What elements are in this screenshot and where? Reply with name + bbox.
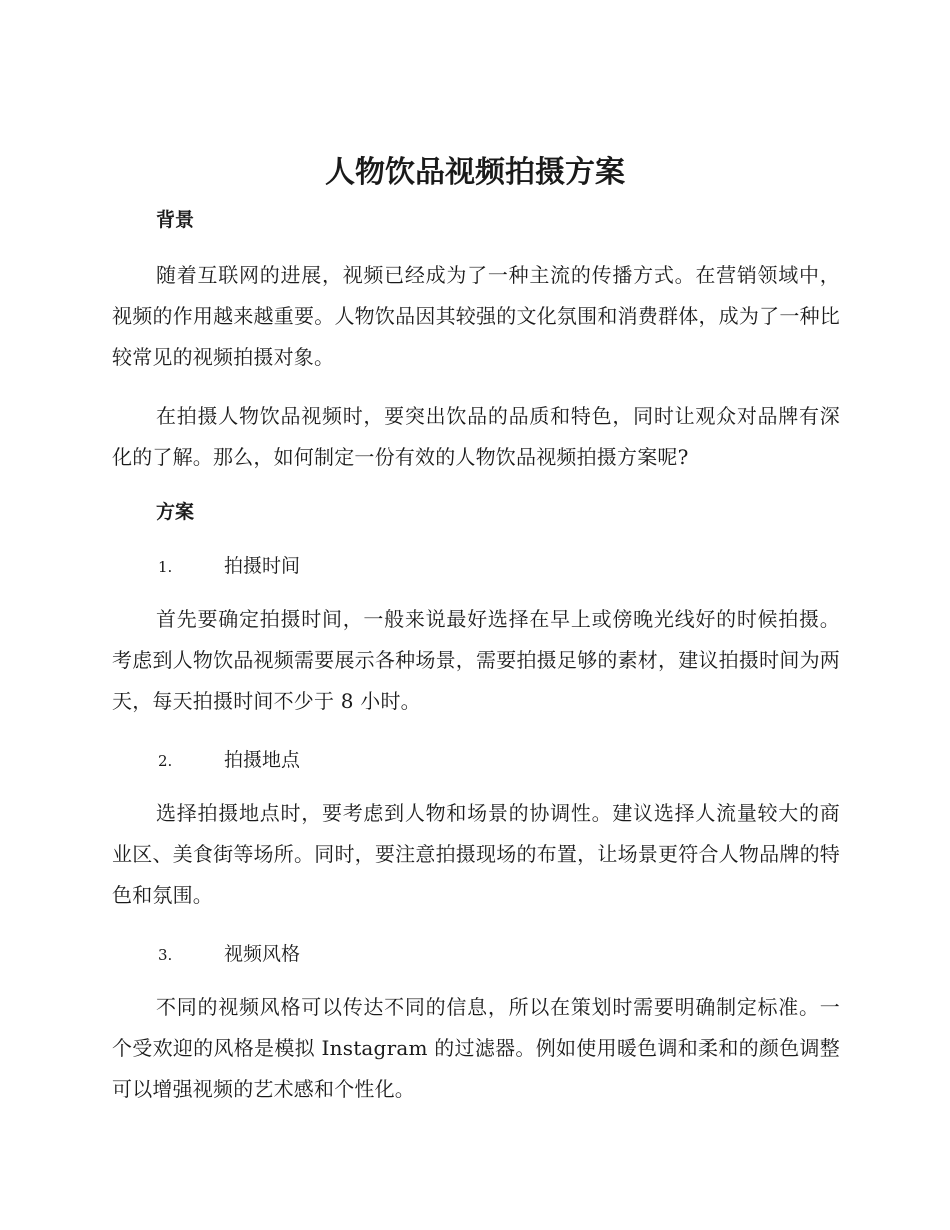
plan-item-number: 3. <box>158 946 173 964</box>
plan-item-body-1: 首先要确定拍摄时间，一般来说最好选择在早上或傍晚光线好的时候拍摄。考虑到人物饮品视频需要展示各种场景，需要拍摄足够的素材，建议拍摄时间为两天，每天拍摄时间不少于 8 小时。 <box>112 607 840 713</box>
plan-item-title: 拍摄时间 <box>224 555 301 577</box>
background-paragraph-1: 随着互联网的进展，视频已经成为了一种主流的传播方式。在营销领域中，视频的作用越来越重要。人物饮品因其较强的文化氛围和消费群体，成为了一种比较常见的视频拍摄对象。 <box>112 263 840 369</box>
plan-item-heading-1 <box>158 553 300 580</box>
plan-item-body-3: 不同的视频风格可以传达不同的信息，所以在策划时需要明确制定标准。一个受欢迎的风格是模拟 Instagram 的过滤器。例如使用暖色调和柔和的颜色调整可以增强视频的艺术感和个性化。 <box>112 995 840 1101</box>
plan-item-number: 1. <box>158 558 173 576</box>
plan-item-heading-2 <box>158 747 300 774</box>
background-heading: 背景 <box>156 209 195 231</box>
plan-item-title: 拍摄地点 <box>224 749 301 771</box>
plan-heading: 方案 <box>156 501 195 523</box>
plan-item-body-2: 选择拍摄地点时，要考虑到人物和场景的协调性。建议选择人流量较大的商业区、美食街等场所。同时，要注意拍摄现场的布置，让场景更符合人物品牌的特色和氛围。 <box>112 801 840 907</box>
document-title: 人物饮品视频拍摄方案 <box>325 155 625 190</box>
plan-item-title: 视频风格 <box>224 943 301 965</box>
background-paragraph-2: 在拍摄人物饮品视频时，要突出饮品的品质和特色，同时让观众对品牌有深化的了解。那么，如何制定一份有效的人物饮品视频拍摄方案呢? <box>112 404 840 469</box>
plan-item-number: 2. <box>158 752 173 770</box>
plan-item-heading-3 <box>158 941 300 968</box>
